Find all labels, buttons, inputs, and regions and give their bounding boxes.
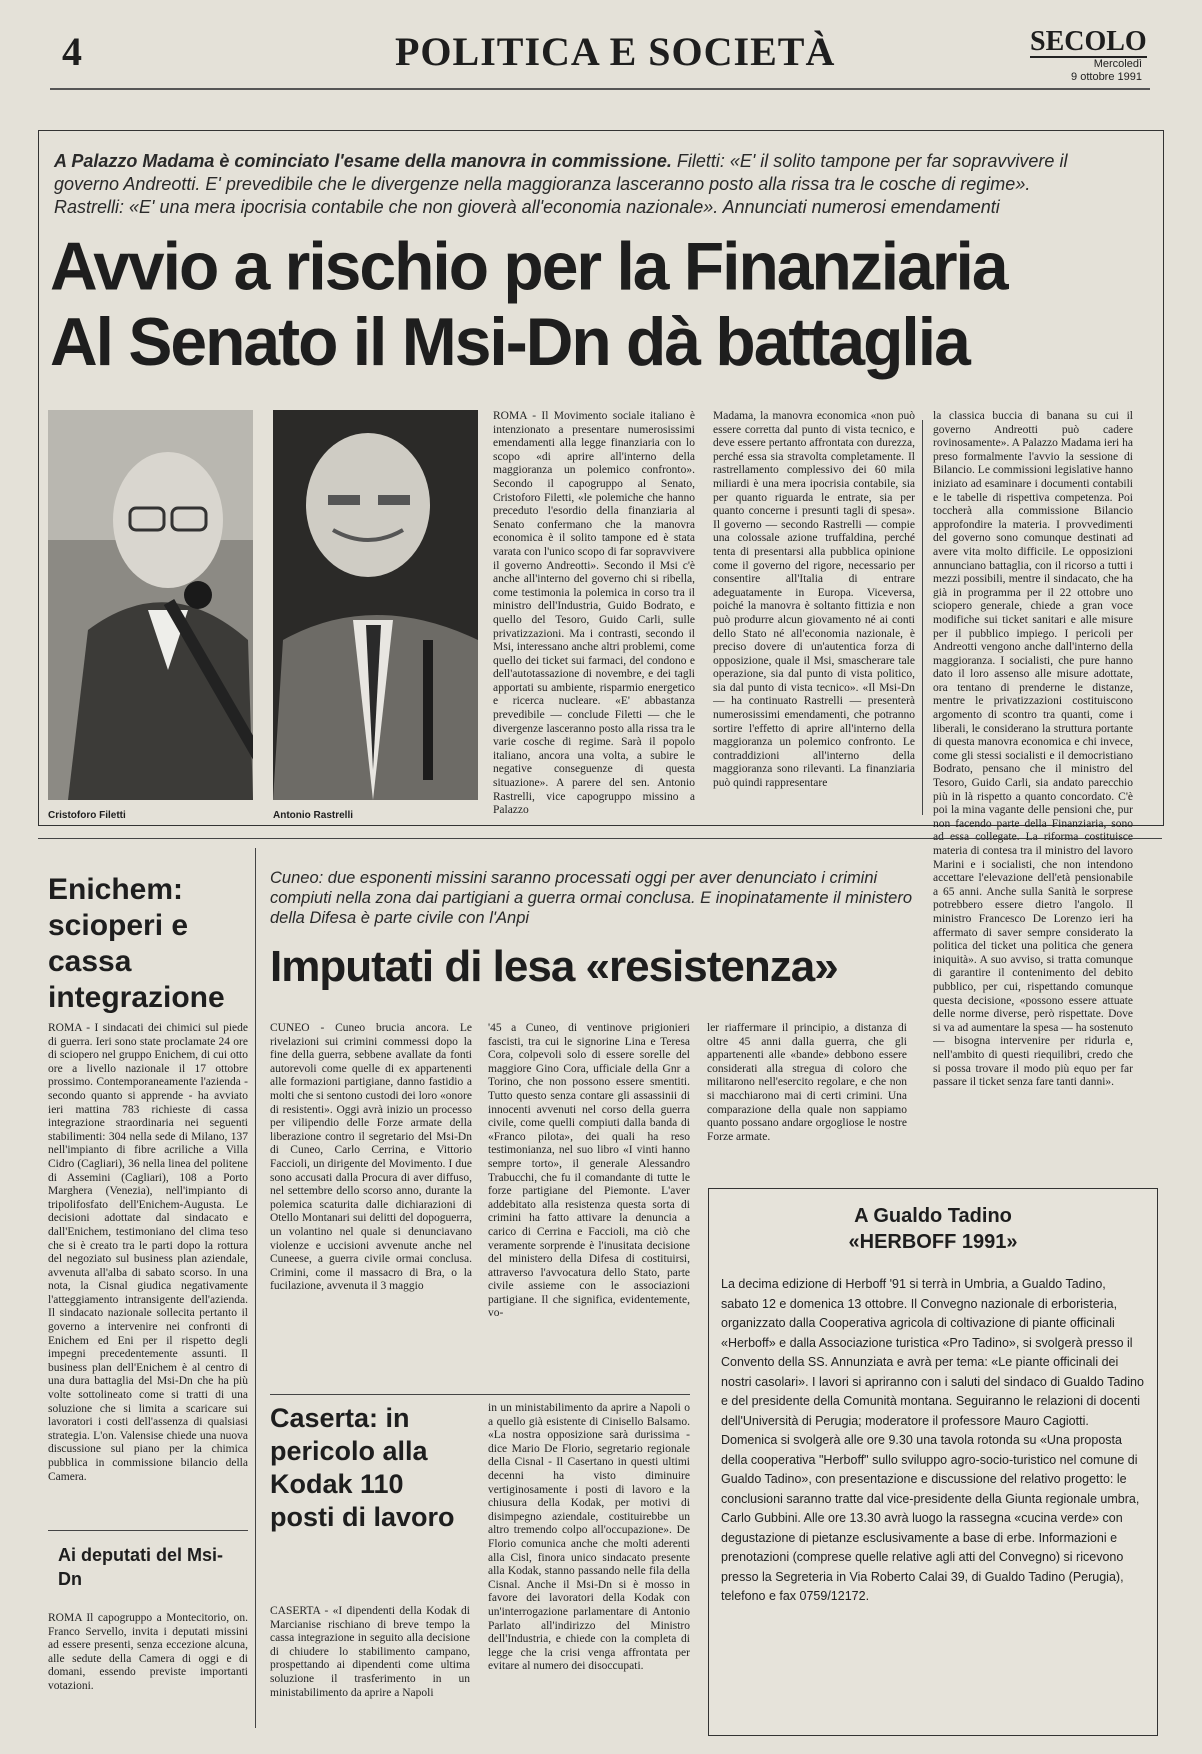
portrait-rastrelli-image [273, 410, 478, 800]
main-kicker [54, 150, 1084, 219]
section-divider [38, 838, 1162, 839]
enichem-headline: Enichem: scioperi e cassa integrazione [48, 873, 225, 1014]
cuneo-kicker-text: i crimini compiuti nella zona dai partigiani a guerra ormai conclusa. E inopinatamente il ministero della Difesa è parte civile con l'Anpi [270, 869, 913, 927]
cuneo-column-1: CUNEO - Cuneo brucia ancora. Le rivelazioni sui crimini commessi dopo la fine della guerra, sebbene avallate da fonti autorevoli come quelle di ex appartenenti alle formazioni partigiane, danno fastidio a molti che si sentono custodi dei loro «onore di resistenti». Oggi avrà inizio un processo per vilipendio delle Forze armate della liberazione contro il segretario del Msi-Dn di Cuneo, Carlo Cerrina, e Vittorio Faccioli, un dirigente del Movimento. I due sono accusati dalla Procura di aver diffuso, nel settembre dello scorso anno, durante la polemica scaturita dalle dichiarazioni di Otello Montanari sui delitti del dopoguerra, un volantino nel quale si denunciavano violenze e uccisioni avvenute anche nel Cuneese, a guerra civile ormai conclusa. Crimini, come il massacro di Bra, o la fucilazione, avvenuta il 3 maggio [270, 1022, 472, 1293]
photo-filetti [48, 410, 253, 800]
caserta-headline: Caserta: in pericolo alla Kodak 110 posti di lavoro [270, 1403, 455, 1532]
cuneo-column-3: ler riaffermare il principio, a distanza di oltre 45 anni dalla guerra, che gli appartenenti alle «bande» debbono essere considerati alla stregua di coloro che militarono nell'esercito regolare, e che non si macchiarono mai di certi crimini. Una comparazione della quale non sappiamo quanto possano andare orgogliose le nostre Forze armate. [707, 1022, 907, 1143]
herboff-title-2: «HERBOFF 1991» [848, 1231, 1018, 1253]
main-kicker-lead: A Palazzo Madama è cominciato l'esame della manovra in commissione. [54, 151, 672, 171]
deputati-rule [48, 1530, 248, 1531]
header-rule [50, 88, 1150, 90]
main-column-2: Madama, la manovra economica «non può essere corretta dal punto di vista tecnico, e deve essere pertanto affrontata con durezza, perché essa sia stravolta completamente. Il rastrellamento complessivo dei 60 mila miliardi è una mera ipocrisia contabile, sia per quanto riguarda le entrate, sia per quanto concerne i presunti tagli di spesa». Il governo — secondo Rastrelli — compie una colossale azione truffaldina, perché tenta di presentarsi alla pubblica opinione come il governo del rigore, necessario per consentire all'Italia di entrare adeguatamente in Europa. Viceversa, poiché la manovra è soltanto fittizia e non può produrre alcun giovamento né ai conti dello Stato né all'economia nazionale, è preciso dovere di un'autentica forza di opposizione, quale il Msi, smascherare tale operazione, sia dal punto di vista politico, sia dal punto di vista tecnico». «Il Msi-Dn — ha continuato Rastrelli — presenterà numerosissimi emendamenti, che potranno sortire l'effetto di aprire all'interno della maggioranza un polemico confronto. Le contraddizioni all'interno della maggioranza sono rilevanti. La finanziaria può quindi rappresentare [713, 410, 915, 790]
main-headline-line-1: Avvio a rischio per la Finanziaria [50, 228, 1007, 304]
masthead-weekday: Mercoledì [1093, 58, 1142, 70]
masthead-date: 9 ottobre 1991 [1071, 71, 1142, 83]
page-number: 4 [62, 29, 82, 74]
main-headline-line-2: Al Senato il Msi-Dn dà battaglia [50, 304, 969, 380]
deputati-headline: Ai deputati del Msi-Dn [58, 1545, 224, 1589]
main-column-3: la classica buccia di banana su cui il governo Andreotti può cadere rovinosamente». A Palazzo Madama ieri ha preso formalmente l'avvio la sessione di Bilancio. Le commissioni legislative hanno iniziato ad esaminare i documenti contabili e le tabelle di rispettiva competenza. Poi toccherà alla commissione Bilancio approfondire la materia. I provvedimenti del governo sono comunque destinati ad avere vita molto difficile. Le opposizioni annunciano battaglia, con il ricorso a tutti i mezzi possibili, mentre il sindacato, che ha già in programma per il 22 ottobre uno sciopero generale, chiede a gran voce modifiche sui ticket sanitari e alle misure per il pubblico impiego. I pericoli per Andreotti vengono anche dall'interno della maggioranza. I socialisti, che pure hanno dato il loro assenso alle misure adottate, ora tentano di prenderne le distanze, mentre le privatizzazioni costituiscono argomento di scontro tra quanti, come i liberali, le considerano la struttura portante di questa manovra economica e chi invece, come gli stessi socialisti e il democristiano Bodrato, pensano che il ministro del Tesoro, Guido Carli, sia andato parecchio più in là rispetto a quanto concordato. C'è poi la mina vagante delle pensioni che, pur non facendo parte della Finanziaria, sono materia di contesa tra il ministro del lavoro Marini e i socialisti, che non intendono accettare l'elevazione dell'età pensionabile a 65 anni. Anche sulla Sanità le sorprese potrebbero essere dietro l'angolo. Il ministro Francesco De Lorenzo ieri ha affermato di saver sempre considerato la politica del ticket una politica che genera iniquità». A suo avviso, si tratta comunque di garantire il contenimento del debito pubblico, per cui, rispettando comunque questa decisione, «possono essere attuate delle norme diverse, però rispettate. Dove si va ad aumentare la spesa — ha sostenuto — bisogna intervenire per ridurla e, nell'ambito di questi riequilibri, credo che si possa trovare il modo più equo per far passare il ticket senza fare tanti danni». [933, 410, 1133, 1089]
main-column-1: ROMA - Il Movimento sociale italiano è intenzionato a presentare numerosissimi emendamenti alla legge finanziaria con lo scopo «di aprire all'interno della maggioranza un polemico confronto». Secondo il capogruppo al Senato, Cristoforo Filetti, «le polemiche che hanno preceduto l'esordio della finanziaria al Senato confermano che la manovra economica è il solito tampone ed è stata varata con l'unico scopo di far sopravvivere il governo Andreotti». Secondo il Msi c'è anche all'interno del governo chi si ribella, come testimonia la polemica in corso tra il ministro dell'Industria, Guido Bodrato, e quello del Tesoro, Guido Carli, sulle privatizzazioni. Ma i contrasti, secondo il Msi, interessano anche altri problemi, come quello dei ticket sui farmaci, del condono e dell'autotassazione di novembre, e dei tagli apportati su ambiente, risparmio energetico e ricerca nucleare. «E' abbastanza prevedibile — conclude Filetti — che le divergenze lasceranno posto alla rissa tra le varie cosche di regime. Sarà il popolo italiano, ancora una volta, a subire le negative conseguenze di questa situazione». A parere del sen. Antonio Rastrelli, vice capogruppo missino a Palazzo [493, 410, 695, 817]
herboff-title-1: A Gualdo Tadino [854, 1205, 1012, 1227]
photo-rastrelli-caption: Antonio Rastrelli [273, 810, 354, 821]
masthead [1030, 26, 1147, 84]
photo-filetti-caption: Cristoforo Filetti [48, 810, 126, 821]
column-divider-right [922, 420, 923, 815]
cuneo-kicker [270, 868, 920, 928]
column-divider-left [255, 848, 256, 1728]
caserta-column-2: in un ministabilimento da aprire a Napoli o a quello già esistente di Cinisello Balsamo. «La nostra opposizione sarà durissima - dice Mario De Florio, segretario regionale della Cisnal - Il Casertano in questi ultimi decenni ha visto diminuire vertiginosamente i posti di lavoro e la chiusura della Kodak, per motivi di disimpegno aziendale, costituirebbe un altro tremendo colpo all'occupazione». De Florio comunica anche che molti aderenti alla Cisl, finora unico sindacato presente alla Kodak, stanno passando nelle fila della Cisnal. Anche il Msi-Dn si è mosso in favore dei lavoratori della Kodak con un'interrogazione parlamentare di Antonio Parlato all'indirizzo del Ministro dell'Industria, e chiede con la completa di legge che la crisi venga affrontata per evitare al numero dei disoccupati. [488, 1402, 690, 1673]
herboff-box [708, 1188, 1158, 1736]
masthead-logo: SECOLO [1030, 26, 1147, 57]
caserta-rule [270, 1394, 690, 1395]
cuneo-kicker-lead: Cuneo: due esponenti missini saranno processati oggi per aver denunciato [270, 869, 817, 887]
cuneo-headline: Imputati di lesa «resistenza» [270, 942, 838, 991]
portrait-filetti-image [48, 410, 253, 800]
deputati-body: ROMA Il capogruppo a Montecitorio, on. Franco Servello, invita i deputati missini ad essere presenti, senza eccezione alcuna, alle sedute della Camera di oggi e di domani, essendo previste importanti votazioni. [48, 1612, 248, 1692]
caserta-column-1: CASERTA - «I dipendenti della Kodak di Marcianise rischiano di breve tempo la cassa integrazione in seguito alla decisione di chiudere lo stabilimento campano, prospettando ai dipendenti come ultima soluzione il trasferimento in un ministabilimento da aprire a Napoli [270, 1605, 470, 1699]
cuneo-column-2: '45 a Cuneo, di ventinove prigionieri fascisti, tra cui le signorine Lina e Teresa Cora, colpevoli solo di essere sorelle del maggiore Gino Cora, ufficiale della Gnr a Torino, che non possono essere smentiti. Tutto questo senza contare gli assassinii di innocenti avvenuti nel corso della guerra civile, come quelli compiuti dalla banda di «Franco pilota», dei quali ha reso testimonianza, nel suo libro «I vinti hanno sempre torto», il generale Alessandro Trabucchi, che fu il comandante di tutte le forze partigiane del Piemonte. L'aver addebitato alla resistenza questa sorta di crimini ha fatto attivare la denuncia a carico di Cerrina e Faccioli, ma ciò che veramente sorprende è l'inusitata decisione del ministero della Difesa di costituirsi, attraverso l'avvocatura dello Stato, parte civile assieme con le associazioni partigiane. Il che significa, evidentemente, vo- [488, 1022, 690, 1320]
herboff-body: La decima edizione di Herboff '91 si terrà in Umbria, a Gualdo Tadino, sabato 12 e domenica 13 ottobre. Il Convegno nazionale di erboristeria, organizzato dalla Cooperativa agricola di coltivazione di piante officinali «Herboff» e dalla Associazione turistica «Pro Tadino», si svolgerà presso il Convento della SS. Annunziata e avrà per tema: «Le piante officinali dei nostri casolari». I lavori si apriranno con i saluti del sindaco di Gualdo Tadino e del presidente della Comunità montana. Seguiranno le relazioni di docenti dell'Università di Perugia; moderatore il professore Mauro Cagiotti. Domenica si svolgerà alle ore 9.30 una tavola rotonda su «Una proposta della cooperativa "Herboff" sullo sviluppo agro-socio-turistico nel comune di Gualdo Tadino», con presentazione e discussione del relativo progetto: le conclusioni saranno tratte dal vice-presidente della Giunta regionale umbra, Carlo Gubbini. Alle ore 13.30 avrà luogo la rassegna «cucina verde» con degustazione di pietanze esclusivamente a base di erbe. Informazioni e prenotazioni (comprese quelle relative agli atti del Convegno) si ricevono presso la Segreteria in Via Roberto Calai 39, di Gualdo Tadino (Perugia), telefono e fax 0759/12172. [721, 1277, 1144, 1603]
main-headline [50, 229, 1130, 380]
enichem-body: ROMA - I sindacati dei chimici sul piede di guerra. Ieri sono state proclamate 24 ore di sciopero nel gruppo Enichem, di cui otto ore a livello nazionale il 17 ottobre prossimo. Contemporaneamente l'azienda - secondo quanto si apprende - ha avviato ieri mattina 783 richieste di cassa integrazione straordinaria nei seguenti stabilimenti: 304 nella sede di Milano, 137 nell'impianto di fibre acriliche a Villa Cidro (Cagliari), 36 nella linea del politene di Assemini (Cagliari), 108 a Porto Marghera (Venezia), nell'impianto di tripolifosfato dell'Enichem-Augusta. Le decisioni adottate dal sindacato e dall'Enichem, testimoniano del clima teso che si è creato tra le parti dopo la rottura del negoziato sul business plan aziendale, avvenuta all'alba di sabato scorso. In una nota, la Cisnal giudica negativamente l'atteggiamento intransigente dell'azienda. Il sindacato nazionale sollecita pertanto il governo a intervenire nei confronti di Enichem ed Eni per il rispetto degli impegni precedentemente assunti. Il business plan dell'Enichem è al centro di una dura battaglia del Msi-Dn che ha più volte sottolineato come si tratti di una soluzione che si limita a scaricare sui lavoratori i costi dell'assenza di qualsiasi strategia. L'on. Valensise chiede una nuova discussione sul piano per la chimica pubblica in commissione bilancio della Camera. [48, 1022, 248, 1483]
section-title: POLITICA E SOCIETÀ [395, 29, 836, 74]
main-kicker-text: Filetti: «E' il solito tampone per far sopravvivere il governo Andreotti. E' prevedibile che le divergenze nella maggioranza lasceranno posto alla rissa tra le cosche di regime». Rastrelli: «E' una mera ipocrisia contabile che non gioverà all'economia nazionale». Annunciati numerosi emendamenti [54, 151, 1068, 217]
photo-rastrelli [273, 410, 478, 800]
